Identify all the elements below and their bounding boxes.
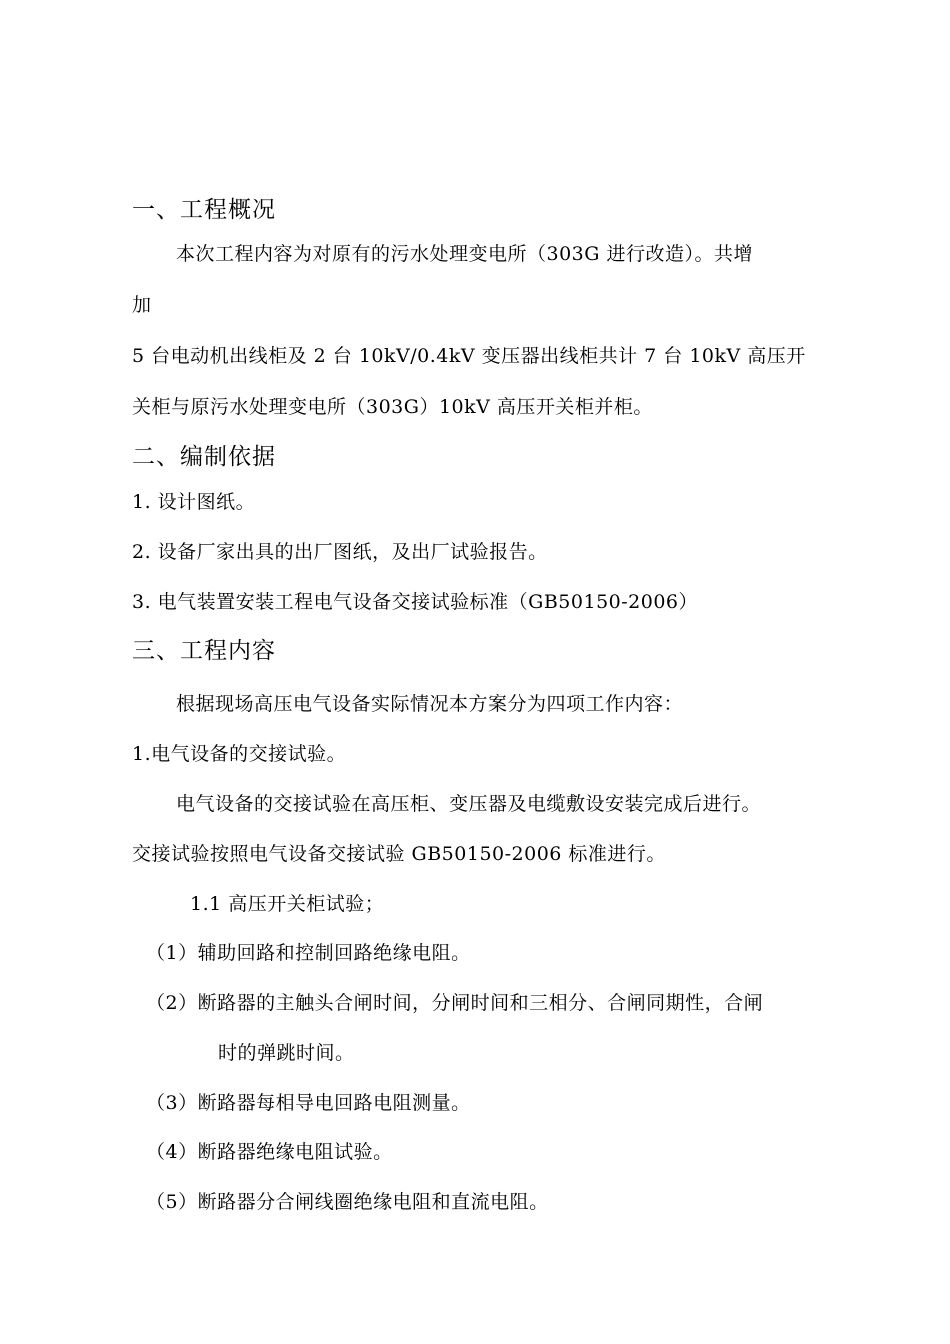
subsection-1-1-title: 1.1 高压开关柜试验； (190, 893, 385, 915)
basis-item-1: 1. 设计图纸。 (132, 491, 256, 513)
section-1-paragraph-line-2: 加 (132, 294, 152, 316)
item-1-line-1: 电气设备的交接试验在高压柜、变压器及电缆敷设安装完成后进行。 (176, 793, 762, 815)
basis-item-3: 3. 电气装置安装工程电气设备交接试验标准（GB50150-2006） (132, 591, 699, 613)
test-item-5: （5）断路器分合闸线圈绝缘电阻和直流电阻。 (146, 1191, 549, 1213)
item-1-title: 1.电气设备的交接试验。 (132, 743, 347, 765)
section-1-paragraph-line-3: 5 台电动机出线柜及 2 台 10kV/0.4kV 变压器出线柜共计 7 台 10kV 高压开 (132, 345, 806, 367)
section-2-heading: 二、编制依据 (132, 444, 276, 470)
item-1-line-2: 交接试验按照电气设备交接试验 GB50150-2006 标准进行。 (132, 843, 666, 865)
test-item-2-line-1: （2）断路器的主触头合闸时间，分闸时间和三相分、合闸同期性，合闸 (146, 992, 764, 1014)
test-item-2-line-2: 时的弹跳时间。 (218, 1042, 355, 1064)
section-3-intro: 根据现场高压电气设备实际情况本方案分为四项工作内容： (176, 693, 684, 715)
basis-item-2: 2. 设备厂家出具的出厂图纸，及出厂试验报告。 (132, 541, 548, 563)
section-1-paragraph-line-1: 本次工程内容为对原有的污水处理变电所（303G 进行改造）。共增 (176, 243, 753, 265)
section-3-heading: 三、工程内容 (132, 638, 276, 664)
section-1-paragraph-line-4: 关柜与原污水处理变电所（303G）10kV 高压开关柜并柜。 (132, 396, 653, 418)
test-item-1: （1）辅助回路和控制回路绝缘电阻。 (146, 942, 471, 964)
test-item-4: （4）断路器绝缘电阻试验。 (146, 1141, 393, 1163)
test-item-3: （3）断路器每相导电回路电阻测量。 (146, 1092, 471, 1114)
section-1-heading: 一、工程概况 (132, 197, 276, 223)
